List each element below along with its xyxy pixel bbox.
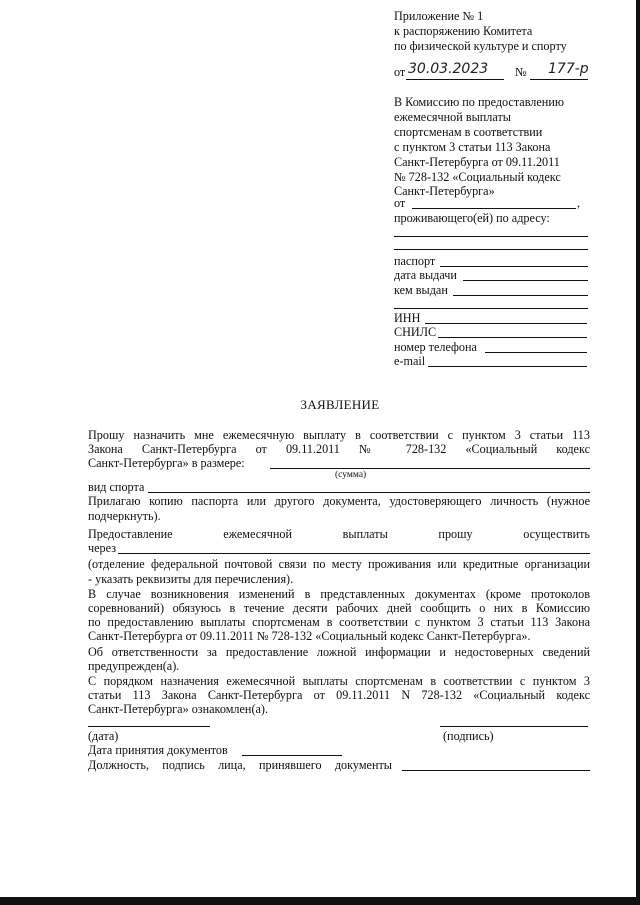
issue-date-line xyxy=(463,280,588,281)
amount-line xyxy=(270,468,590,469)
amount-caption: (сумма) xyxy=(335,470,367,480)
address-line-1 xyxy=(394,236,588,237)
payment-method-line xyxy=(118,553,590,554)
addressee-line-4: с пунктом 3 статьи 113 Закона xyxy=(394,140,551,154)
addressee-line-6: № 728-132 «Социальный кодекс xyxy=(394,170,561,184)
body-line-1: Прошу назначить мне ежемесячную выплату в соответствии с пунктом 3 статьи 113 xyxy=(88,428,590,442)
date-line xyxy=(88,726,210,727)
issued-by-line xyxy=(453,295,588,296)
appendix-line-1: к распоряжению Комитета xyxy=(394,24,533,38)
order-date-line xyxy=(406,79,504,80)
issue-date-label: дата выдачи xyxy=(394,268,457,282)
applicant-from-label: от xyxy=(394,196,406,210)
sport-label: вид спорта xyxy=(88,480,145,494)
signature-line xyxy=(440,726,588,727)
order-date-handwritten: 30.03.2023 xyxy=(408,61,489,77)
phone-line xyxy=(485,352,587,353)
phone-label: номер телефона xyxy=(394,340,477,354)
addressee-line-7: Санкт-Петербурга» xyxy=(394,184,495,198)
residence-label: проживающего(ей) по адресу: xyxy=(394,211,550,225)
passport-label: паспорт xyxy=(394,254,436,268)
familiar-line-2: статьи 113 Закона Санкт-Петербурга от 09.11.2011 N 728-132 «Социальный кодекс xyxy=(88,688,590,702)
applicant-comma: , xyxy=(577,196,581,210)
inn-label: ИНН xyxy=(394,311,421,325)
liability-line-2: предупрежден(а). xyxy=(88,659,180,673)
email-label: e-mail xyxy=(394,354,426,368)
addressee-line-1: В Комиссию по предоставлению xyxy=(394,95,564,109)
payment-note-2: - указать реквизиты для перечисления). xyxy=(88,572,294,586)
official-label: Должность, подпись лица, принявшего документы xyxy=(88,758,392,772)
liability-line-1: Об ответственности за предоставление ложной информации и недостоверных сведений xyxy=(88,645,590,659)
appendix-number: Приложение № 1 xyxy=(394,9,484,23)
body-line-3: Санкт-Петербурга» в размере: xyxy=(88,456,245,470)
payment-line-1: Предоставление ежемесячной выплаты прошу осуществить xyxy=(88,527,590,541)
date-caption: (дата) xyxy=(88,729,119,743)
attach-line-2: подчеркнуть). xyxy=(88,509,161,523)
snils-line xyxy=(438,337,587,338)
appendix-line-2: по физической культуре и спорту xyxy=(394,39,567,53)
order-number-handwritten: 177-р xyxy=(548,61,589,77)
order-date-label: от xyxy=(394,65,406,79)
payment-line-2: через xyxy=(88,541,117,555)
familiar-line-1: С порядком назначения ежемесячной выплаты спортсменам в соответствии с пунктом 3 xyxy=(88,674,590,688)
changes-line-2: соревнований) обязуюсь в течение десяти рабочих дней сообщить о них в Комиссию xyxy=(88,601,590,615)
addressee-line-3: спортсменам в соответствии xyxy=(394,125,543,139)
acceptance-date-line xyxy=(242,755,342,756)
issued-by-line-2 xyxy=(394,308,588,309)
addressee-line-5: Санкт-Петербурга от 09.11.2011 xyxy=(394,155,560,169)
official-line xyxy=(402,770,590,771)
addressee-line-2: ежемесячной выплаты xyxy=(394,110,511,124)
changes-line-3: по предоставлению выплаты спортсменам в соответствии с пунктом 3 статьи 113 Закона xyxy=(88,615,590,629)
email-line xyxy=(428,366,587,367)
familiar-line-3: Санкт-Петербурга» ознакомлен(а). xyxy=(88,702,269,716)
snils-label: СНИЛС xyxy=(394,325,437,339)
changes-line-4: Санкт-Петербурга от 09.11.2011 № 728-132 «Социальный кодекс Санкт-Петербурга». xyxy=(88,629,531,643)
passport-line xyxy=(440,266,588,267)
applicant-name-line xyxy=(412,208,576,209)
inn-line xyxy=(425,323,587,324)
signature-caption: (подпись) xyxy=(443,729,494,743)
body-line-2: Закона Санкт-Петербурга от 09.11.2011 № 728-132 «Социальный кодекс xyxy=(88,442,590,456)
payment-note-1: (отделение федеральной почтовой связи по месту проживания или кредитные организации xyxy=(88,557,590,571)
scan-edge-right xyxy=(636,0,640,905)
changes-line-1: В случае возникновения изменений в представленных документах (кроме протоколов xyxy=(88,587,590,601)
issued-by-label: кем выдан xyxy=(394,283,448,297)
order-number-label: № xyxy=(515,65,527,79)
document-title: ЗАЯВЛЕНИЕ xyxy=(300,397,380,412)
order-number-line xyxy=(530,79,588,80)
address-line-2 xyxy=(394,249,588,250)
attach-line-1: Прилагаю копию паспорта или другого документа, удостоверяющего личность (нужное xyxy=(88,494,590,508)
acceptance-date-label: Дата принятия документов xyxy=(88,743,228,757)
scan-edge-bottom xyxy=(0,897,640,905)
sport-line xyxy=(148,492,590,493)
